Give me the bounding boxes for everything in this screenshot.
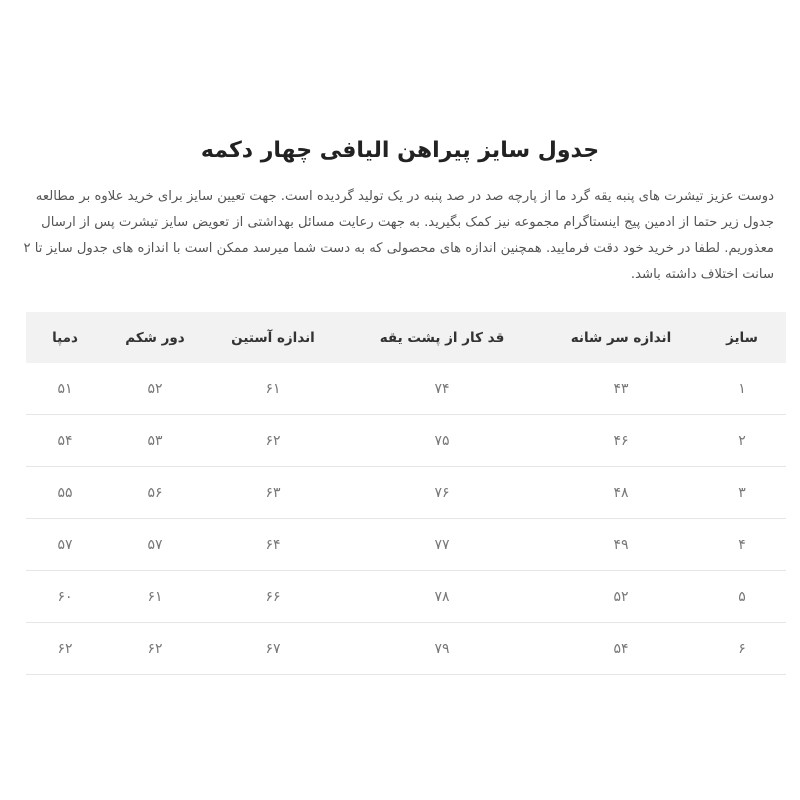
table-row xyxy=(26,571,786,623)
cell-size: ۴ xyxy=(698,519,786,571)
cell-size: ۳ xyxy=(698,467,786,519)
cell-shoulder: ۴۳ xyxy=(544,363,698,415)
cell-sleeve: ۶۳ xyxy=(206,467,340,519)
header-sleeve: اندازه آستین xyxy=(231,329,315,346)
table-row xyxy=(26,519,786,571)
cell-shoulder: ۴۶ xyxy=(544,415,698,467)
cell-length: ۷۴ xyxy=(340,363,544,415)
cell-size: ۲ xyxy=(698,415,786,467)
cell-shoulder: ۵۴ xyxy=(544,623,698,675)
header-shoulder: اندازه سر شانه xyxy=(570,329,672,346)
cell-hem: ۶۰ xyxy=(26,571,104,623)
size-table xyxy=(26,312,786,675)
cell-sleeve: ۶۴ xyxy=(206,519,340,571)
cell-size: ۱ xyxy=(698,363,786,415)
table-row xyxy=(26,623,786,675)
cell-size: ۶ xyxy=(698,623,786,675)
cell-waist: ۵۳ xyxy=(104,415,206,467)
cell-waist: ۶۲ xyxy=(104,623,206,675)
header-size: سایز xyxy=(726,329,758,346)
cell-sleeve: ۶۱ xyxy=(206,363,340,415)
cell-length: ۷۹ xyxy=(340,623,544,675)
cell-sleeve: ۶۲ xyxy=(206,415,340,467)
cell-shoulder: ۴۸ xyxy=(544,467,698,519)
cell-hem: ۵۴ xyxy=(26,415,104,467)
cell-sleeve: ۶۶ xyxy=(206,571,340,623)
cell-shoulder: ۵۲ xyxy=(544,571,698,623)
cell-shoulder: ۴۹ xyxy=(544,519,698,571)
header-hem: دمپا xyxy=(52,329,78,346)
page-title: جدول سایز پیراهن الیافی چهار دکمه xyxy=(200,138,600,163)
cell-size: ۵ xyxy=(698,571,786,623)
cell-sleeve: ۶۷ xyxy=(206,623,340,675)
cell-waist: ۵۷ xyxy=(104,519,206,571)
cell-waist: ۵۲ xyxy=(104,363,206,415)
header-length: قد کار از پشت یقه xyxy=(379,329,505,346)
table-row xyxy=(26,415,786,467)
header-waist: دور شکم xyxy=(125,329,185,346)
cell-length: ۷۶ xyxy=(340,467,544,519)
description-text: دوست عزیز تیشرت های پنبه یقه گرد ما از پارچه صد در صد پنبه در یک تولید گردیده است. جهت تعیین سایز برای خرید علاوه بر مطالعه جدول زیر حتما از ادمین پیج اینستاگرام مجموعه نیز کمک بگیرید. به جهت رعایت مسائل بهداشتی از تعویض سایز تیشرت پس از ارسال معذوریم. لطفا در خرید خود دقت فرمایید. همچنین اندازه های محصولی که به دست شما میرسد ممکن است با اندازه های جدول سایز تا ۲ سانت اختلاف داشته باشد. xyxy=(23,189,774,282)
cell-length: ۷۵ xyxy=(340,415,544,467)
table-header-row xyxy=(26,312,786,363)
cell-hem: ۵۱ xyxy=(26,363,104,415)
cell-hem: ۵۷ xyxy=(26,519,104,571)
cell-hem: ۵۵ xyxy=(26,467,104,519)
cell-hem: ۶۲ xyxy=(26,623,104,675)
cell-length: ۷۷ xyxy=(340,519,544,571)
table-row xyxy=(26,467,786,519)
cell-waist: ۶۱ xyxy=(104,571,206,623)
table-row xyxy=(26,363,786,415)
cell-length: ۷۸ xyxy=(340,571,544,623)
cell-waist: ۵۶ xyxy=(104,467,206,519)
